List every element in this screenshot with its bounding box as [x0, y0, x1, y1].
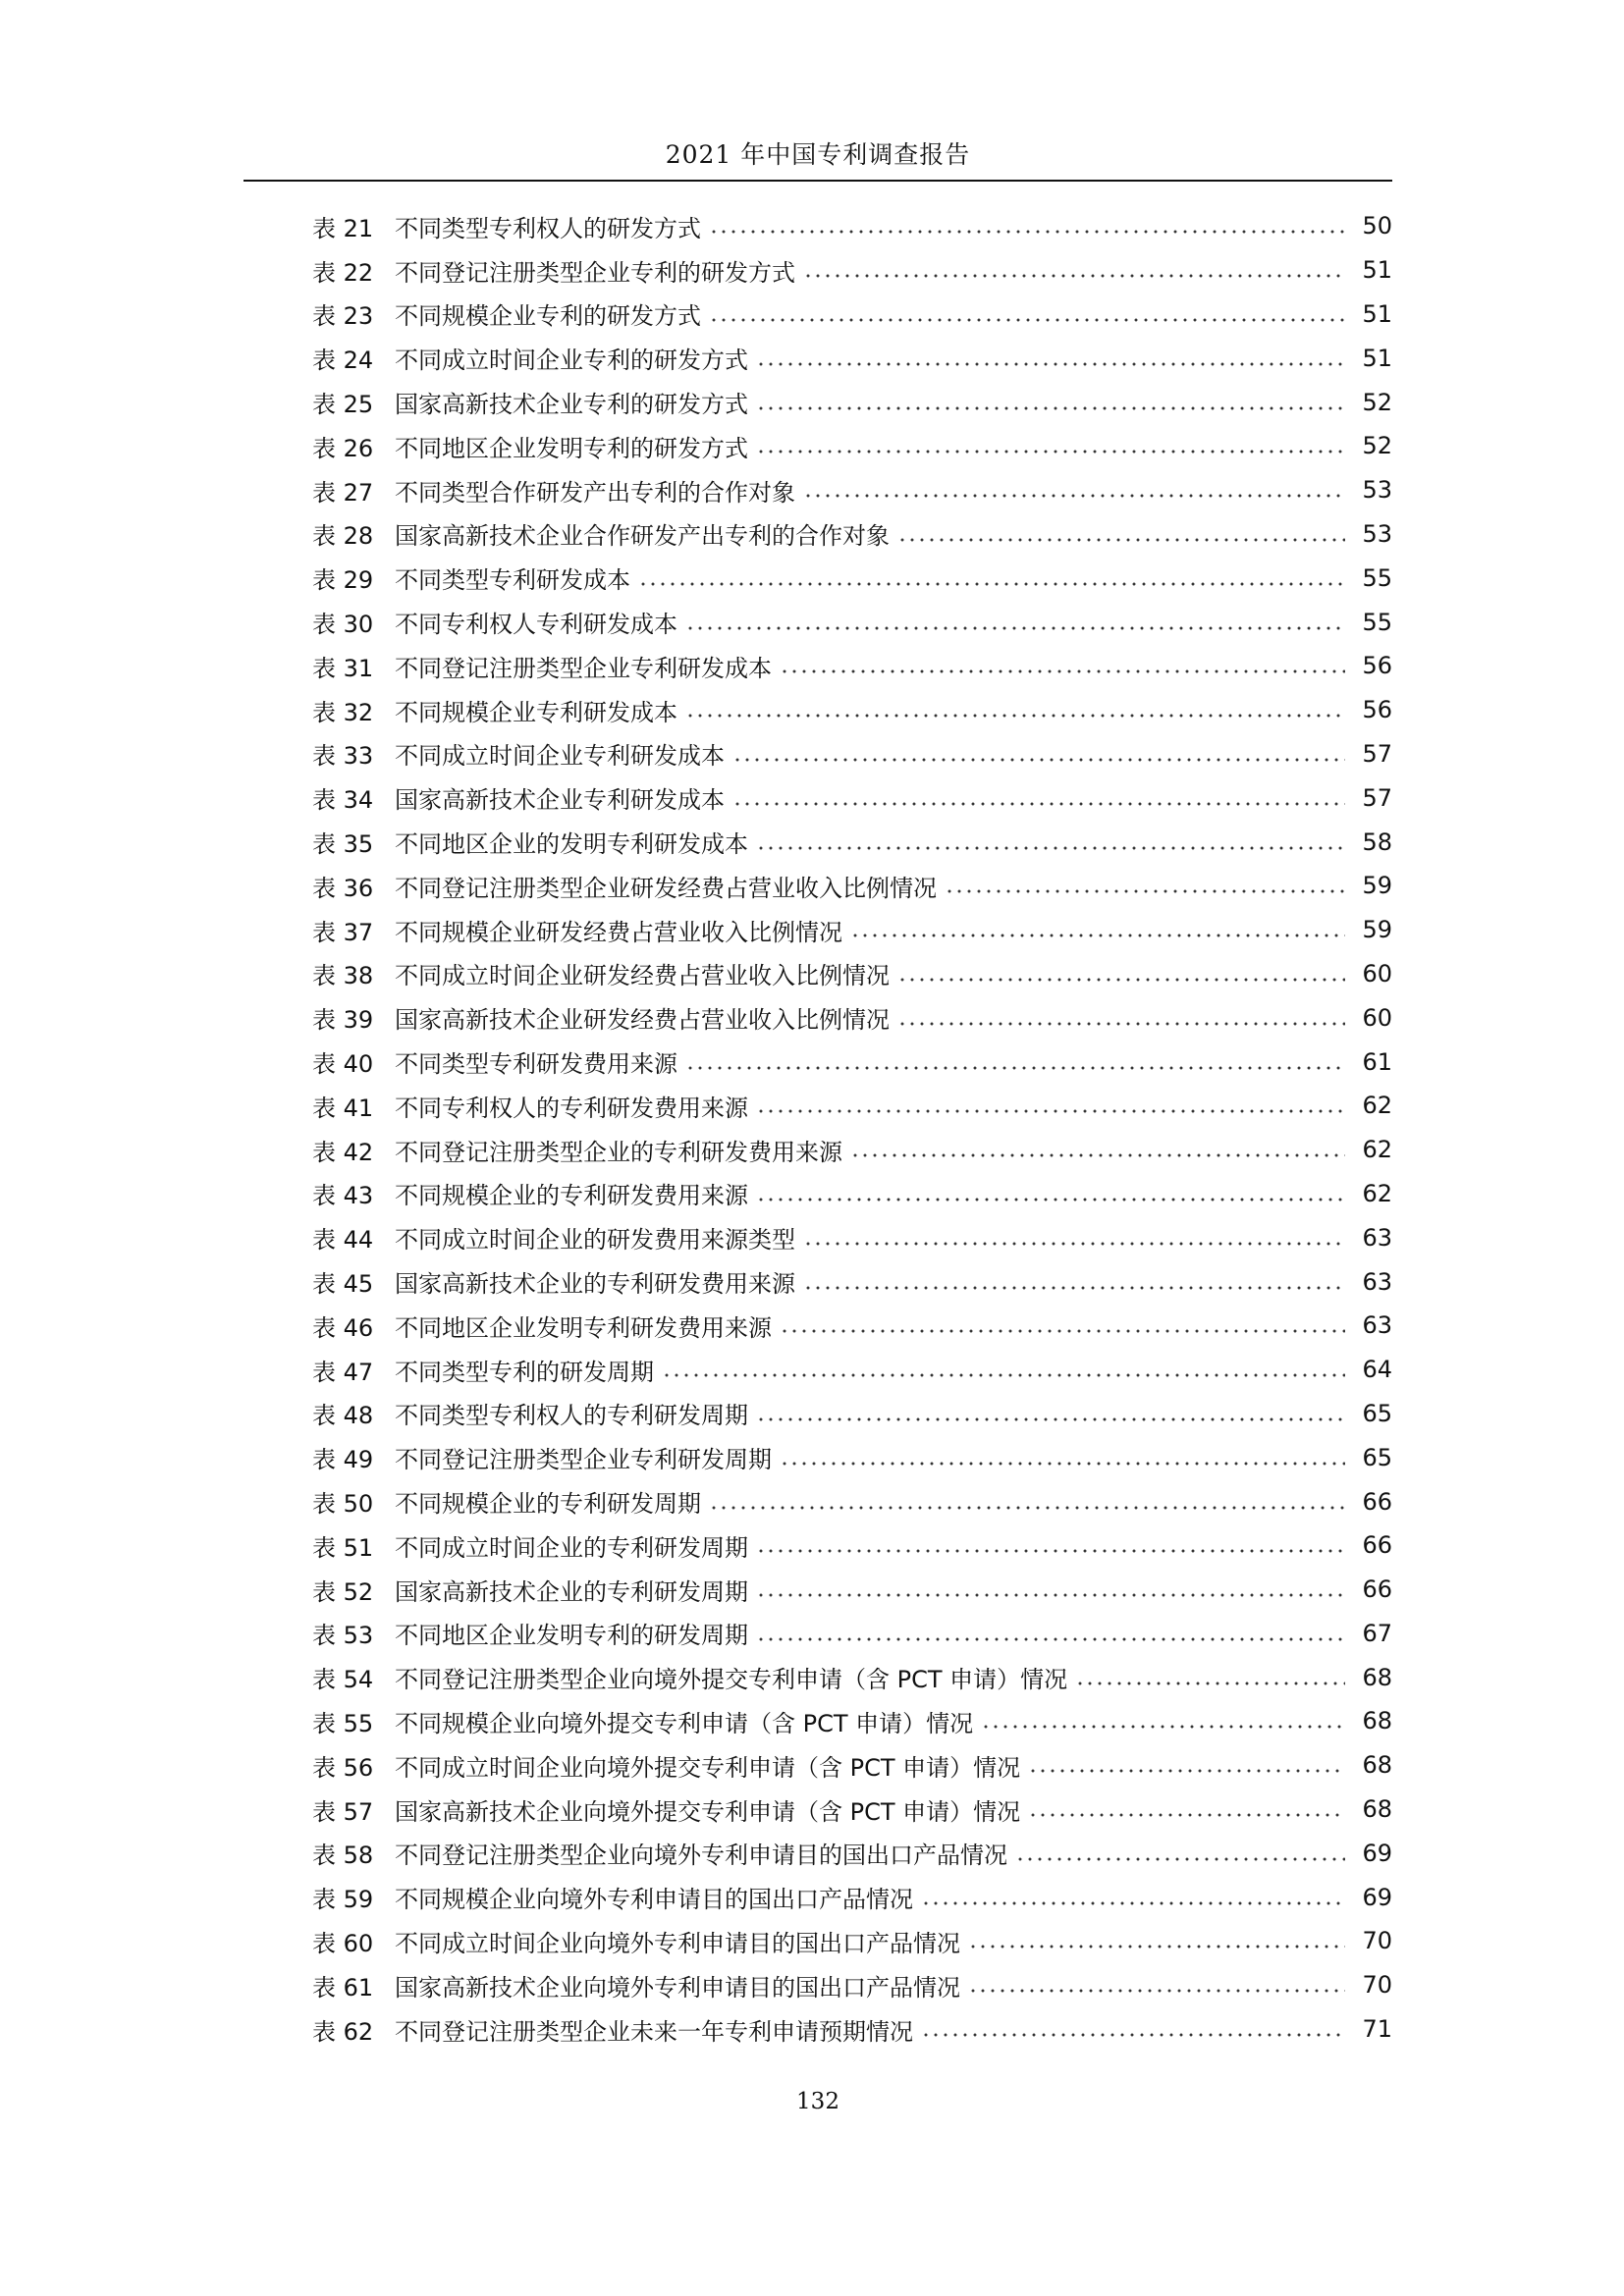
toc-entry	[312, 1084, 1392, 1128]
toc-entry	[312, 293, 1392, 337]
toc-entry-page: 71	[1362, 2015, 1392, 2044]
toc-entry-title: 不同登记注册类型企业的专利研发费用来源	[395, 1138, 842, 1166]
toc-entry-title: 不同专利权人专利研发成本	[395, 611, 677, 639]
toc-entry	[312, 644, 1392, 688]
toc-entry-label: 表 34	[312, 786, 374, 815]
toc-entry-title: 国家高新技术企业研发经费占营业收入比例情况	[395, 1006, 890, 1035]
toc-dot-leader	[780, 667, 1345, 676]
toc-entry-label: 表 57	[312, 1797, 374, 1826]
toc-dot-leader	[945, 886, 1345, 896]
toc-entry	[312, 1963, 1392, 2007]
toc-entry-page: 53	[1362, 519, 1392, 548]
toc-dot-leader	[968, 1986, 1345, 1996]
toc-entry-label: 表 38	[312, 962, 374, 990]
toc-entry	[312, 1743, 1392, 1788]
toc-entry-label: 表 43	[312, 1182, 374, 1210]
toc-entry-page: 59	[1362, 872, 1392, 900]
toc-entry-label: 表 26	[312, 434, 374, 462]
toc-entry-label: 表 27	[312, 478, 374, 507]
toc-entry-page: 64	[1362, 1356, 1392, 1384]
toc-entry-label: 表 31	[312, 654, 374, 682]
toc-entry-page: 70	[1362, 1971, 1392, 2000]
toc-entry-title: 国家高新技术企业向境外专利申请目的国出口产品情况	[395, 1973, 960, 2002]
toc-entry-page: 51	[1362, 344, 1392, 372]
toc-entry-label: 表 51	[312, 1533, 374, 1562]
toc-dot-leader	[756, 1415, 1345, 1424]
toc-entry-title: 不同成立时间企业的专利研发周期	[395, 1533, 748, 1562]
toc-entry-title: 不同地区企业的发明专利研发成本	[395, 830, 748, 859]
toc-entry-page: 63	[1362, 1267, 1392, 1296]
toc-entry	[312, 424, 1392, 468]
toc-entry-label: 表 54	[312, 1666, 374, 1694]
toc-entry-title: 不同类型专利研发费用来源	[395, 1050, 677, 1079]
toc-entry-page: 65	[1362, 1443, 1392, 1471]
toc-entry	[312, 380, 1392, 424]
toc-dot-leader	[1028, 1766, 1345, 1776]
toc-entry-label: 表 47	[312, 1358, 374, 1386]
toc-dot-leader	[709, 1503, 1345, 1513]
toc-entry-label: 表 40	[312, 1050, 374, 1079]
toc-entry-title: 国家高新技术企业的专利研发费用来源	[395, 1270, 795, 1299]
toc-entry	[312, 1040, 1392, 1084]
toc-entry-label: 表 56	[312, 1753, 374, 1782]
toc-entry-title: 不同成立时间企业向境外专利申请目的国出口产品情况	[395, 1929, 960, 1957]
toc-entry-page: 52	[1362, 388, 1392, 416]
toc-dot-leader	[1028, 1810, 1345, 1820]
toc-dot-leader	[850, 931, 1345, 940]
toc-entry-page: 66	[1362, 1487, 1392, 1516]
toc-entry-title: 不同登记注册类型企业向境外专利申请目的国出口产品情况	[395, 1842, 1007, 1870]
toc-entry-title: 不同规模企业向境外专利申请目的国出口产品情况	[395, 1886, 913, 1914]
toc-entry-page: 52	[1362, 432, 1392, 460]
toc-entry-label: 表 25	[312, 391, 374, 419]
toc-dot-leader	[685, 1063, 1345, 1073]
toc-entry	[312, 204, 1392, 248]
toc-entry-page: 50	[1362, 212, 1392, 240]
toc-dot-leader	[756, 447, 1345, 456]
toc-entry-title: 不同登记注册类型企业专利研发成本	[395, 654, 772, 682]
toc-entry-page: 62	[1362, 1092, 1392, 1120]
toc-entry-title: 不同规模企业研发经费占营业收入比例情况	[395, 918, 842, 946]
toc-entry-page: 66	[1362, 1575, 1392, 1604]
toc-entry-page: 68	[1362, 1795, 1392, 1824]
toc-entry	[312, 1612, 1392, 1656]
toc-entry-title: 不同类型专利研发成本	[395, 566, 630, 595]
toc-dot-leader	[662, 1370, 1345, 1380]
toc-entry-page: 68	[1362, 1707, 1392, 1735]
toc-entry-page: 55	[1362, 563, 1392, 592]
toc-entry-label: 表 24	[312, 347, 374, 375]
toc-entry-title: 不同成立时间企业向境外提交专利申请（含 PCT 申请）情况	[395, 1753, 1021, 1782]
toc-entry-title: 不同地区企业发明专利研发费用来源	[395, 1313, 772, 1342]
toc-entry-title: 不同专利权人的专利研发费用来源	[395, 1094, 748, 1122]
toc-entry	[312, 1215, 1392, 1259]
toc-entry-label: 表 52	[312, 1577, 374, 1606]
toc-entry-title: 国家高新技术企业专利研发成本	[395, 786, 725, 815]
toc-entry-page: 57	[1362, 783, 1392, 812]
toc-entry	[312, 248, 1392, 293]
toc-entry	[312, 1304, 1392, 1348]
toc-dot-leader	[685, 623, 1345, 633]
toc-dot-leader	[921, 2030, 1345, 2040]
toc-dot-leader	[780, 1326, 1345, 1336]
toc-entry	[312, 1479, 1392, 1523]
running-header: 2021 年中国专利调查报告	[665, 140, 971, 169]
toc-entry-label: 表 39	[312, 1006, 374, 1035]
toc-dot-leader	[756, 843, 1345, 853]
toc-entry-page: 69	[1362, 1883, 1392, 1911]
toc-entry-page: 61	[1362, 1047, 1392, 1076]
toc-entry-page: 65	[1362, 1399, 1392, 1427]
toc-dot-leader	[638, 579, 1345, 589]
toc-entry	[312, 2007, 1392, 2052]
toc-entry-title: 不同登记注册类型企业专利的研发方式	[395, 258, 795, 287]
toc-entry-label: 表 48	[312, 1402, 374, 1430]
toc-dot-leader	[756, 1634, 1345, 1644]
toc-entry	[312, 952, 1392, 996]
toc-entry-page: 63	[1362, 1223, 1392, 1252]
toc-entry-title: 不同类型合作研发产出专利的合作对象	[395, 478, 795, 507]
toc-entry-page: 51	[1362, 299, 1392, 328]
toc-entry-title: 不同类型专利权人的研发方式	[395, 214, 701, 242]
toc-dot-leader	[780, 1459, 1345, 1468]
toc-entry-label: 表 50	[312, 1490, 374, 1518]
toc-entry-title: 国家高新技术企业专利的研发方式	[395, 391, 748, 419]
toc-dot-leader	[921, 1898, 1345, 1908]
toc-entry	[312, 1523, 1392, 1568]
toc-dot-leader	[1015, 1854, 1345, 1864]
toc-entry-label: 表 53	[312, 1622, 374, 1650]
toc-entry-page: 70	[1362, 1927, 1392, 1955]
toc-entry-page: 66	[1362, 1531, 1392, 1560]
toc-entry	[312, 600, 1392, 644]
toc-entry	[312, 1919, 1392, 1963]
toc-entry	[312, 1655, 1392, 1699]
toc-entry-title: 不同登记注册类型企业向境外提交专利申请（含 PCT 申请）情况	[395, 1666, 1068, 1694]
page-number: 132	[796, 2089, 839, 2114]
toc-entry-label: 表 21	[312, 214, 374, 242]
toc-dot-leader	[756, 1546, 1345, 1556]
toc-dot-leader	[732, 799, 1345, 809]
toc-entry-page: 67	[1362, 1619, 1392, 1647]
toc-entry-label: 表 30	[312, 611, 374, 639]
toc-entry-title: 国家高新技术企业的专利研发周期	[395, 1577, 748, 1606]
toc-dot-leader	[968, 1942, 1345, 1951]
toc-entry-page: 63	[1362, 1311, 1392, 1340]
toc-entry-label: 表 23	[312, 302, 374, 331]
toc-entry-title: 不同规模企业专利的研发方式	[395, 302, 701, 331]
toc-entry-page: 60	[1362, 1003, 1392, 1032]
toc-dot-leader	[981, 1722, 1345, 1732]
toc-entry	[312, 1128, 1392, 1172]
toc-entry-page: 62	[1362, 1179, 1392, 1207]
toc-dot-leader	[897, 535, 1345, 545]
toc-entry	[312, 556, 1392, 600]
toc-dot-leader	[1075, 1679, 1345, 1688]
toc-entry	[312, 688, 1392, 732]
toc-entry-title: 不同类型专利权人的专利研发周期	[395, 1402, 748, 1430]
toc-entry	[312, 1259, 1392, 1304]
toc-entry-title: 不同成立时间企业专利的研发方式	[395, 347, 748, 375]
toc-entry-title: 不同成立时间企业专利研发成本	[395, 742, 725, 771]
toc-dot-leader	[897, 1019, 1345, 1029]
toc-entry-label: 表 55	[312, 1709, 374, 1737]
toc-entry	[312, 336, 1392, 380]
toc-entry-page: 62	[1362, 1136, 1392, 1164]
toc-entry-label: 表 49	[312, 1446, 374, 1474]
toc-entry-label: 表 33	[312, 742, 374, 771]
toc-entry-label: 表 45	[312, 1270, 374, 1299]
toc-entry	[312, 1568, 1392, 1612]
toc-entry-page: 68	[1362, 1663, 1392, 1691]
toc-entry-label: 表 32	[312, 698, 374, 726]
toc-entry-title: 不同规模企业专利研发成本	[395, 698, 677, 726]
toc-dot-leader	[897, 975, 1345, 985]
toc-entry-title: 不同地区企业发明专利的研发周期	[395, 1622, 748, 1650]
toc-entry	[312, 775, 1392, 820]
toc-entry	[312, 1435, 1392, 1479]
toc-entry-label: 表 60	[312, 1929, 374, 1957]
toc-entry-label: 表 59	[312, 1886, 374, 1914]
toc-entry-label: 表 37	[312, 918, 374, 946]
toc-entry-page: 51	[1362, 256, 1392, 285]
toc-dot-leader	[803, 271, 1345, 281]
toc-dot-leader	[850, 1150, 1345, 1160]
toc-entry-title: 不同规模企业的专利研发费用来源	[395, 1182, 748, 1210]
toc-entry-label: 表 22	[312, 258, 374, 287]
toc-entry-title: 不同成立时间企业研发经费占营业收入比例情况	[395, 962, 890, 990]
toc-entry	[312, 1875, 1392, 1919]
toc-entry-title: 不同登记注册类型企业研发经费占营业收入比例情况	[395, 874, 937, 902]
toc-entry	[312, 732, 1392, 776]
toc-entry	[312, 512, 1392, 557]
toc-dot-leader	[803, 1283, 1345, 1293]
toc-entry-page: 68	[1362, 1751, 1392, 1780]
header-rule	[244, 180, 1392, 182]
toc-entry-label: 表 62	[312, 2017, 374, 2046]
toc-dot-leader	[756, 403, 1345, 413]
toc-dot-leader	[756, 359, 1345, 369]
toc-entry-label: 表 29	[312, 566, 374, 595]
toc-entry-title: 不同类型专利的研发周期	[395, 1358, 654, 1386]
toc-entry	[312, 820, 1392, 864]
toc-entry-label: 表 42	[312, 1138, 374, 1166]
toc-entry-title: 不同规模企业向境外提交专利申请（含 PCT 申请）情况	[395, 1709, 974, 1737]
toc-entry-page: 58	[1362, 828, 1392, 856]
toc-entry	[312, 995, 1392, 1040]
toc-entry-label: 表 61	[312, 1973, 374, 2002]
toc-entry-page: 53	[1362, 476, 1392, 505]
toc-dot-leader	[709, 315, 1345, 325]
toc-entry-label: 表 36	[312, 874, 374, 902]
toc-entry	[312, 1172, 1392, 1216]
toc-entry-title: 国家高新技术企业合作研发产出专利的合作对象	[395, 522, 890, 551]
toc-entry-title: 不同规模企业的专利研发周期	[395, 1490, 701, 1518]
toc-entry	[312, 864, 1392, 908]
toc-entry	[312, 468, 1392, 512]
toc-dot-leader	[756, 1106, 1345, 1116]
toc-entry-title: 不同地区企业发明专利的研发方式	[395, 434, 748, 462]
toc-entry-label: 表 41	[312, 1094, 374, 1122]
toc-entry-label: 表 58	[312, 1842, 374, 1870]
toc-entry-title: 不同成立时间企业的研发费用来源类型	[395, 1226, 795, 1255]
toc-entry-label: 表 46	[312, 1313, 374, 1342]
toc-entry-label: 表 44	[312, 1226, 374, 1255]
toc-entry-label: 表 35	[312, 830, 374, 859]
table-of-contents	[312, 204, 1392, 2051]
toc-entry-page: 55	[1362, 608, 1392, 636]
toc-entry	[312, 1348, 1392, 1392]
toc-dot-leader	[732, 755, 1345, 765]
toc-dot-leader	[756, 1195, 1345, 1204]
toc-entry	[312, 1699, 1392, 1743]
toc-dot-leader	[803, 491, 1345, 501]
toc-entry	[312, 1788, 1392, 1832]
toc-entry-page: 60	[1362, 959, 1392, 988]
toc-entry-page: 56	[1362, 696, 1392, 724]
toc-dot-leader	[685, 711, 1345, 721]
toc-entry-title: 不同登记注册类型企业未来一年专利申请预期情况	[395, 2017, 913, 2046]
toc-dot-leader	[709, 227, 1345, 237]
toc-entry-page: 57	[1362, 739, 1392, 768]
toc-entry-page: 56	[1362, 652, 1392, 680]
toc-entry	[312, 1831, 1392, 1875]
toc-dot-leader	[803, 1239, 1345, 1249]
toc-entry-label: 表 28	[312, 522, 374, 551]
toc-entry	[312, 908, 1392, 952]
toc-dot-leader	[756, 1590, 1345, 1600]
toc-entry-page: 59	[1362, 916, 1392, 944]
toc-entry	[312, 1392, 1392, 1436]
toc-entry-page: 69	[1362, 1839, 1392, 1867]
toc-entry-title: 国家高新技术企业向境外提交专利申请（含 PCT 申请）情况	[395, 1797, 1021, 1826]
toc-entry-title: 不同登记注册类型企业专利研发周期	[395, 1446, 772, 1474]
